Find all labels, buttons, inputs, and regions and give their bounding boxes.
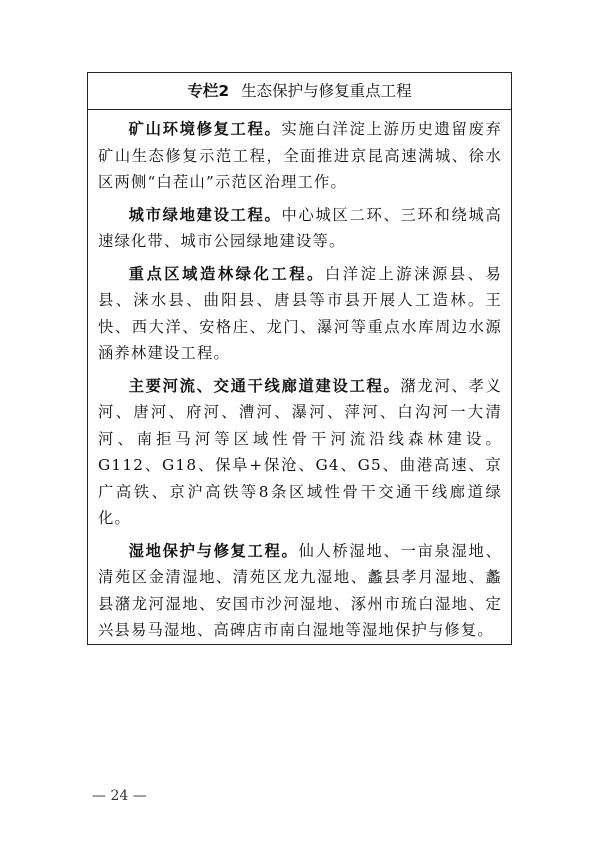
paragraph-text: 潴龙河、孝义河、唐河、府河、漕河、瀑河、萍河、白沟河一大清河、南拒马河等区域性骨干河流沿线森林建设。G112、G18、保阜+保沧、G4、G5、曲港高速、京广高铁、京沪高铁等8条区域性骨干交通干线廊道绿化。	[98, 376, 503, 527]
paragraph-mine-restoration	[98, 116, 502, 196]
paragraph-afforestation	[98, 261, 502, 367]
paragraph-text: 仙人桥湿地、一亩泉湿地、清苑区金清湿地、清苑区龙九湿地、蠡县孝月湿地、蠡县潴龙河湿地、安国市沙河湿地、涿州市琉白湿地、定兴县易马湿地、高碑店市南白湿地等湿地保护与修复。	[98, 541, 502, 639]
paragraph-urban-green	[98, 202, 502, 255]
paragraph-wetlands	[98, 538, 502, 644]
box-label: 专栏2	[187, 82, 230, 100]
page-number: — 24 —	[92, 788, 147, 804]
box-content	[88, 110, 511, 644]
paragraph-heading: 重点区域造林绿化工程。	[128, 264, 325, 283]
paragraph-heading: 矿山环境修复工程。	[128, 120, 282, 138]
paragraph-text: 白洋淀上游涞源县、易县、涞水县、曲阳县、唐县等市县开展人工造林。王快、西大洋、安格庄、龙门、瀑河等重点水库周边水源涵养林建设工程。	[98, 264, 502, 362]
paragraph-heading: 湿地保护与修复工程。	[128, 541, 299, 560]
paragraph-text: 中心城区二环、三环和绕城高速绿化带、城市公园绿地建设等。	[98, 205, 502, 250]
paragraph-heading: 主要河流、交通干线廊道建设工程。	[128, 376, 401, 395]
paragraph-heading: 城市绿地建设工程。	[128, 205, 282, 224]
paragraph-corridors	[98, 373, 502, 532]
box-title-text: 生态保护与修复重点工程	[241, 82, 412, 100]
paragraph-text: 实施白洋淀上游历史遗留废弃矿山生态修复示范工程，全面推进京昆高速满城、徐水区两侧“白茬山”示范区治理工作。	[98, 120, 502, 191]
box-title	[88, 73, 511, 110]
feature-box	[87, 72, 512, 645]
